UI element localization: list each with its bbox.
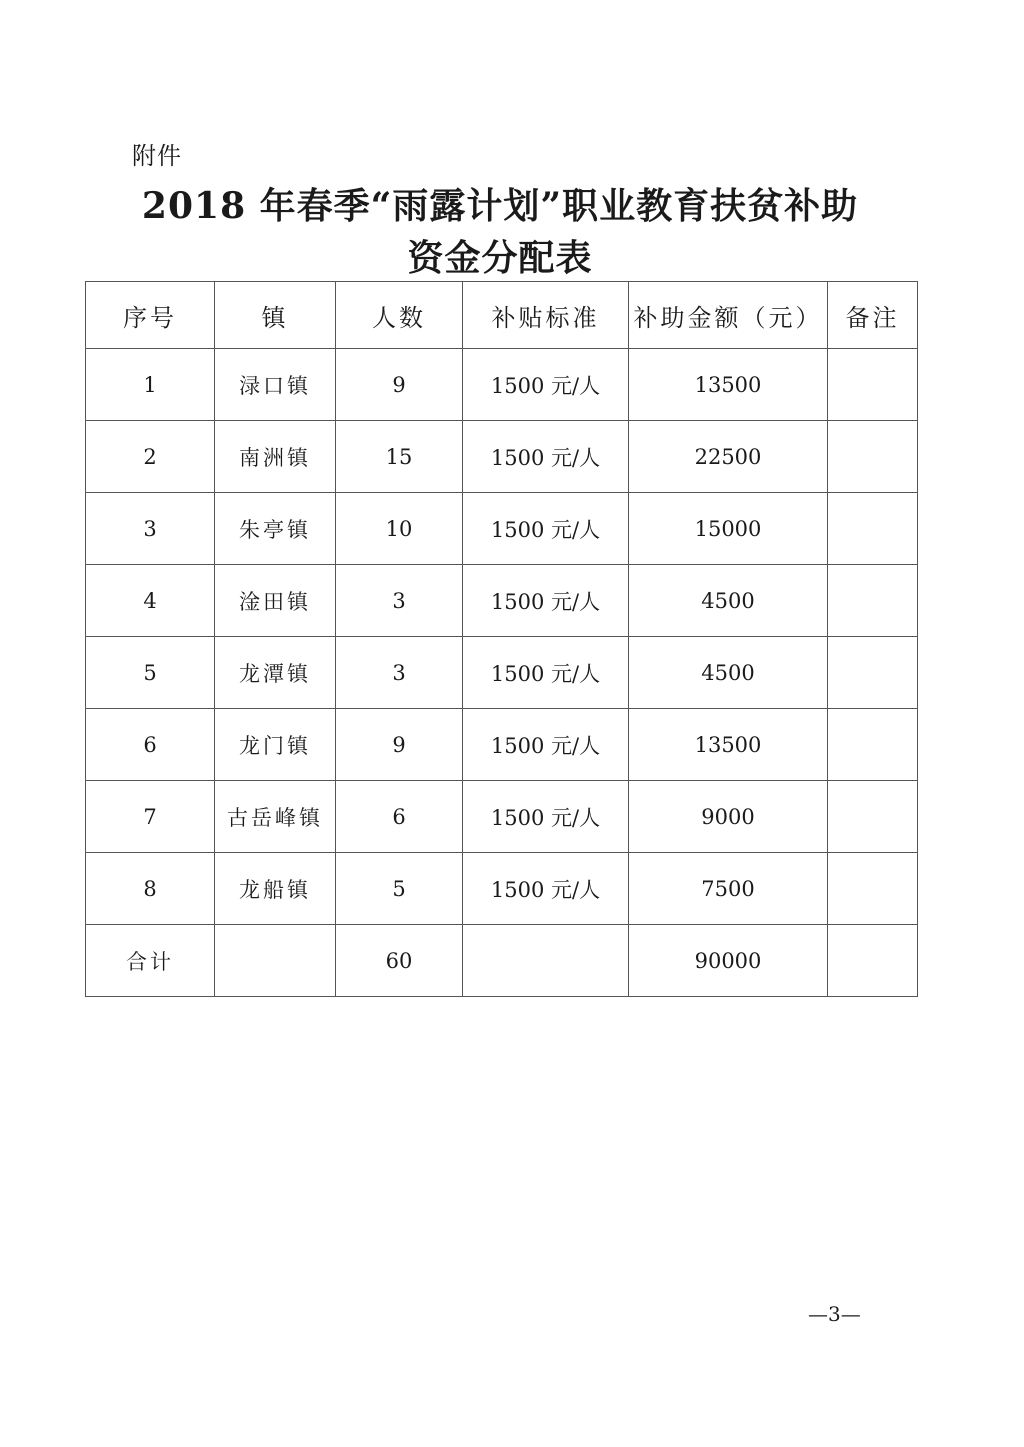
attachment-label: 附件 (132, 142, 182, 170)
cell-note (828, 421, 918, 493)
cell-serial: 6 (86, 709, 215, 781)
header-people: 人数 (336, 282, 463, 349)
header-remarks: 备注 (828, 282, 918, 349)
cell-standard: 1500 元/人 (463, 493, 629, 565)
header-subsidy-amount: 补助金额（元） (629, 282, 828, 349)
table-row (86, 637, 918, 709)
cell-amount: 4500 (629, 637, 828, 709)
cell-amount: 13500 (629, 709, 828, 781)
cell-serial: 8 (86, 853, 215, 925)
cell-note (828, 493, 918, 565)
cell-total-note (828, 925, 918, 997)
cell-amount: 4500 (629, 565, 828, 637)
cell-serial: 2 (86, 421, 215, 493)
page-number: —3— (808, 1302, 861, 1326)
cell-town: 龙船镇 (215, 853, 336, 925)
cell-amount: 13500 (629, 349, 828, 421)
header-serial: 序号 (86, 282, 215, 349)
cell-amount: 22500 (629, 421, 828, 493)
cell-serial: 3 (86, 493, 215, 565)
cell-total-label: 合计 (86, 925, 215, 997)
header-town: 镇 (215, 282, 336, 349)
cell-town: 淦田镇 (215, 565, 336, 637)
cell-note (828, 853, 918, 925)
cell-people: 9 (336, 709, 463, 781)
cell-people: 9 (336, 349, 463, 421)
table-row (86, 493, 918, 565)
table-header-row (86, 282, 918, 349)
cell-town: 渌口镇 (215, 349, 336, 421)
cell-serial: 4 (86, 565, 215, 637)
cell-town: 朱亭镇 (215, 493, 336, 565)
table-row (86, 421, 918, 493)
cell-standard: 1500 元/人 (463, 565, 629, 637)
cell-standard: 1500 元/人 (463, 421, 629, 493)
cell-standard: 1500 元/人 (463, 781, 629, 853)
document-title-line-2: 资金分配表 (407, 237, 593, 279)
document-title-line-1: 2018 年春季“雨露计划”职业教育扶贫补助 (141, 185, 859, 227)
cell-people: 5 (336, 853, 463, 925)
cell-town: 龙门镇 (215, 709, 336, 781)
cell-serial: 1 (86, 349, 215, 421)
cell-standard: 1500 元/人 (463, 637, 629, 709)
cell-serial: 5 (86, 637, 215, 709)
cell-serial: 7 (86, 781, 215, 853)
cell-people: 10 (336, 493, 463, 565)
cell-standard: 1500 元/人 (463, 349, 629, 421)
cell-note (828, 637, 918, 709)
cell-total-amount: 90000 (629, 925, 828, 997)
cell-people: 3 (336, 565, 463, 637)
table-row (86, 565, 918, 637)
cell-note (828, 709, 918, 781)
cell-total-town (215, 925, 336, 997)
table-row (86, 853, 918, 925)
table-row (86, 349, 918, 421)
cell-people: 15 (336, 421, 463, 493)
cell-note (828, 781, 918, 853)
cell-town: 南洲镇 (215, 421, 336, 493)
cell-people: 3 (336, 637, 463, 709)
cell-people: 6 (336, 781, 463, 853)
cell-town: 古岳峰镇 (215, 781, 336, 853)
cell-amount: 15000 (629, 493, 828, 565)
cell-standard: 1500 元/人 (463, 709, 629, 781)
table-total-row (86, 925, 918, 997)
cell-total-standard (463, 925, 629, 997)
cell-note (828, 565, 918, 637)
allocation-table (85, 281, 918, 997)
cell-amount: 7500 (629, 853, 828, 925)
cell-total-people: 60 (336, 925, 463, 997)
cell-amount: 9000 (629, 781, 828, 853)
cell-town: 龙潭镇 (215, 637, 336, 709)
cell-note (828, 349, 918, 421)
header-subsidy-standard: 补贴标准 (463, 282, 629, 349)
cell-standard: 1500 元/人 (463, 853, 629, 925)
table-row (86, 709, 918, 781)
table-row (86, 781, 918, 853)
